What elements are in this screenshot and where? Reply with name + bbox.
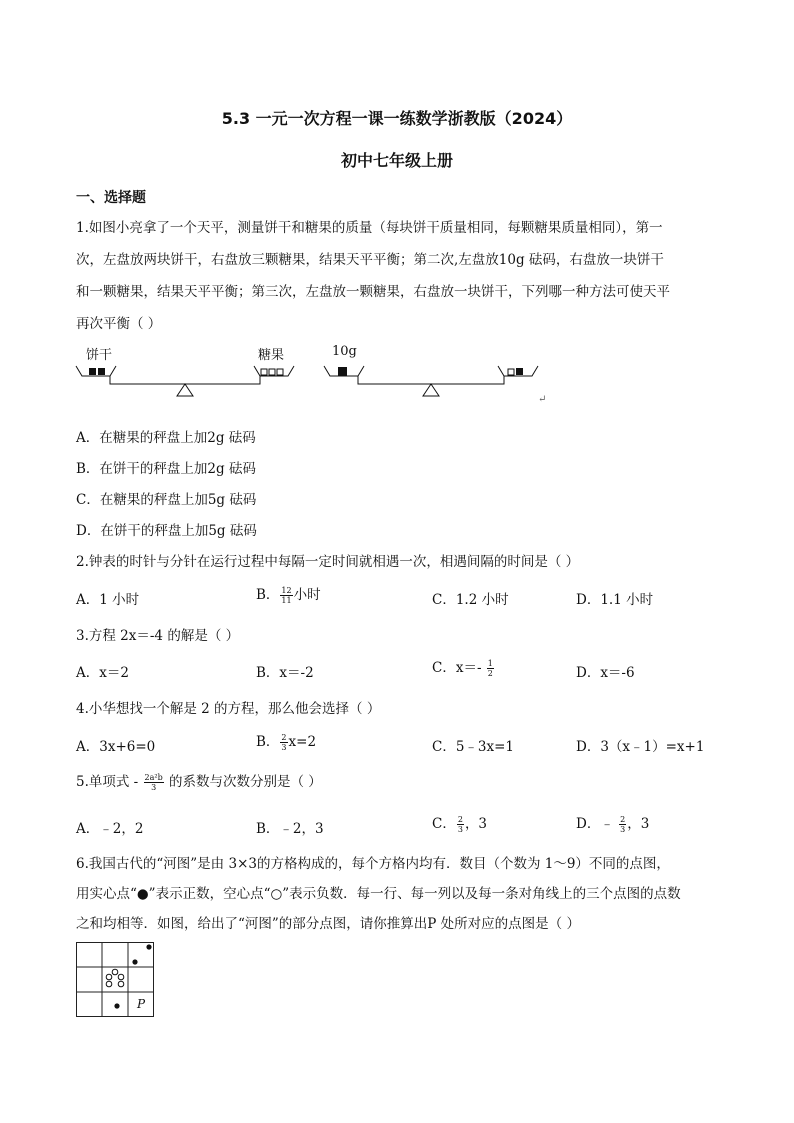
balance-figure (70, 360, 550, 410)
q3-option-c-num: 1 (487, 659, 493, 668)
page-title: 5.3 一元一次方程一课一练数学浙教版（2024） (221, 109, 573, 128)
q2-option-b (256, 583, 321, 605)
label-10g: 10g (332, 344, 357, 359)
q4-option-a: A．3x+6=0 (76, 739, 156, 755)
q5-stem (76, 770, 322, 792)
q2-option-c: C．1.2 小时 (432, 592, 509, 608)
hetu-grid (76, 942, 154, 1017)
q5-option-d-num: 2 (620, 815, 626, 824)
q5-option-b: B．﹣2，3 (256, 821, 324, 837)
return-mark: ↵ (538, 394, 547, 405)
label-biscuit: 饼干 (86, 348, 113, 363)
q2-option-b-suffix: 小时 (293, 587, 321, 603)
q1-option-c: C．在糖果的秤盘上加5g 砝码 (76, 492, 257, 508)
q3-option-a: A．x＝2 (76, 665, 129, 681)
hollow-dot (112, 969, 118, 975)
q1-stem-line-4: 再次平衡（ ） (76, 316, 162, 332)
q5-option-d (576, 812, 649, 834)
q2-option-b-den: 11 (281, 596, 292, 605)
q5-option-d-suffix: ，3 (627, 816, 650, 832)
q4-stem: 4.小华想找一个解是 2 的方程，那么他会选择（ ） (76, 701, 381, 717)
q4-option-c: C．5﹣3x=1 (432, 739, 515, 755)
q3-option-c (432, 656, 495, 678)
q5-option-c (432, 812, 487, 834)
solid-dot (132, 959, 137, 964)
q2-option-b-fraction (280, 586, 292, 605)
label-candy: 糖果 (258, 348, 285, 363)
q2-option-b-prefix: B． (256, 587, 280, 603)
section-heading: 一、选择题 (76, 190, 146, 206)
q4-option-b-num: 2 (281, 733, 287, 742)
q4-option-d: D．3（x﹣1）=x+1 (576, 739, 705, 755)
q6-stem-line-3: 之和均相等．如图，给出了“河图”的部分点图，请你推算出P 处所对应的点图是（ ） (76, 916, 580, 932)
q5-option-c-suffix: ，3 (464, 816, 488, 832)
q4-option-b-fraction (280, 733, 287, 752)
q6-stem-line-1: 6.我国古代的“河图”是由 3×3的方格构成的，每个方格内均有．数目（个数为 1～9）不同的点图， (76, 856, 670, 872)
q5-option-c-prefix: C． (432, 816, 456, 832)
q5-option-d-fraction (619, 815, 626, 834)
q1-stem-line-2: 次，左盘放两块饼干，右盘放三颗糖果，结果天平平衡；第二次,左盘放10g 砝码，右盘放一块饼干 (76, 252, 664, 268)
q4-option-b (256, 730, 316, 752)
q3-option-b: B．x＝-2 (256, 665, 314, 681)
q5-option-a: A．﹣2，2 (76, 821, 144, 837)
q1-stem-line-3: 和一颗糖果，结果天平平衡；第三次，左盘放一颗糖果，右盘放一块饼干，下列哪一种方法可使天平 (76, 284, 670, 300)
q5-option-c-num: 2 (457, 815, 463, 824)
q5-stem-prefix: 5.单项式 - (76, 774, 143, 790)
q5-stem-num: 2a²b (144, 773, 163, 782)
q3-option-d: D．x＝-6 (576, 665, 635, 681)
q5-option-d-den: 3 (620, 825, 626, 834)
page-subtitle: 初中七年级上册 (340, 151, 453, 170)
q2-option-a: A．1 小时 (76, 592, 140, 608)
solid-dot (114, 1003, 119, 1008)
q1-option-b: B．在饼干的秤盘上加2g 砝码 (76, 461, 256, 477)
q6-stem-line-2: 用实心点“●”表示正数，空心点“○”表示负数．每一行、每一列以及每一条对角线上的三个点图的点数 (76, 886, 681, 902)
q1-option-d: D．在饼干的秤盘上加5g 砝码 (76, 523, 257, 539)
q2-option-b-num: 12 (281, 586, 292, 595)
grid-label-p: P (137, 997, 146, 1011)
q3-option-c-den: 2 (487, 669, 493, 678)
q5-option-c-den: 3 (457, 825, 463, 834)
hollow-dot (106, 981, 112, 987)
q4-option-b-prefix: B． (256, 734, 280, 750)
q3-option-c-prefix: C．x＝- (432, 660, 486, 676)
q3-option-c-fraction (487, 659, 494, 678)
hollow-dot (118, 974, 124, 980)
balance-scale-2 (324, 366, 538, 396)
solid-dot (146, 944, 151, 949)
q5-option-d-prefix: D．﹣ (576, 816, 619, 832)
q2-option-d: D．1.1 小时 (576, 592, 654, 608)
q5-option-c-fraction (457, 815, 464, 834)
q1-option-a: A．在糖果的秤盘上加2g 砝码 (76, 430, 256, 446)
q5-stem-fraction (144, 773, 164, 792)
q5-stem-den: 3 (151, 783, 157, 792)
q4-option-b-den: 3 (281, 743, 287, 752)
balance-scale-1 (76, 366, 294, 396)
q3-stem: 3.方程 2x＝-4 的解是（ ） (76, 628, 240, 644)
hollow-dot (118, 981, 124, 987)
q4-option-b-suffix: x=2 (288, 734, 317, 750)
q5-stem-suffix: 的系数与次数分别是（ ） (164, 774, 322, 790)
q1-stem-line-1: 1.如图小亮拿了一个天平，测量饼干和糖果的质量（每块饼干质量相同，每颗糖果质量相同），第一 (76, 220, 663, 236)
q2-stem: 2.钟表的时针与分针在运行过程中每隔一定时间就相遇一次，相遇间隔的时间是（ ） (76, 554, 580, 570)
hollow-dot (106, 974, 112, 980)
